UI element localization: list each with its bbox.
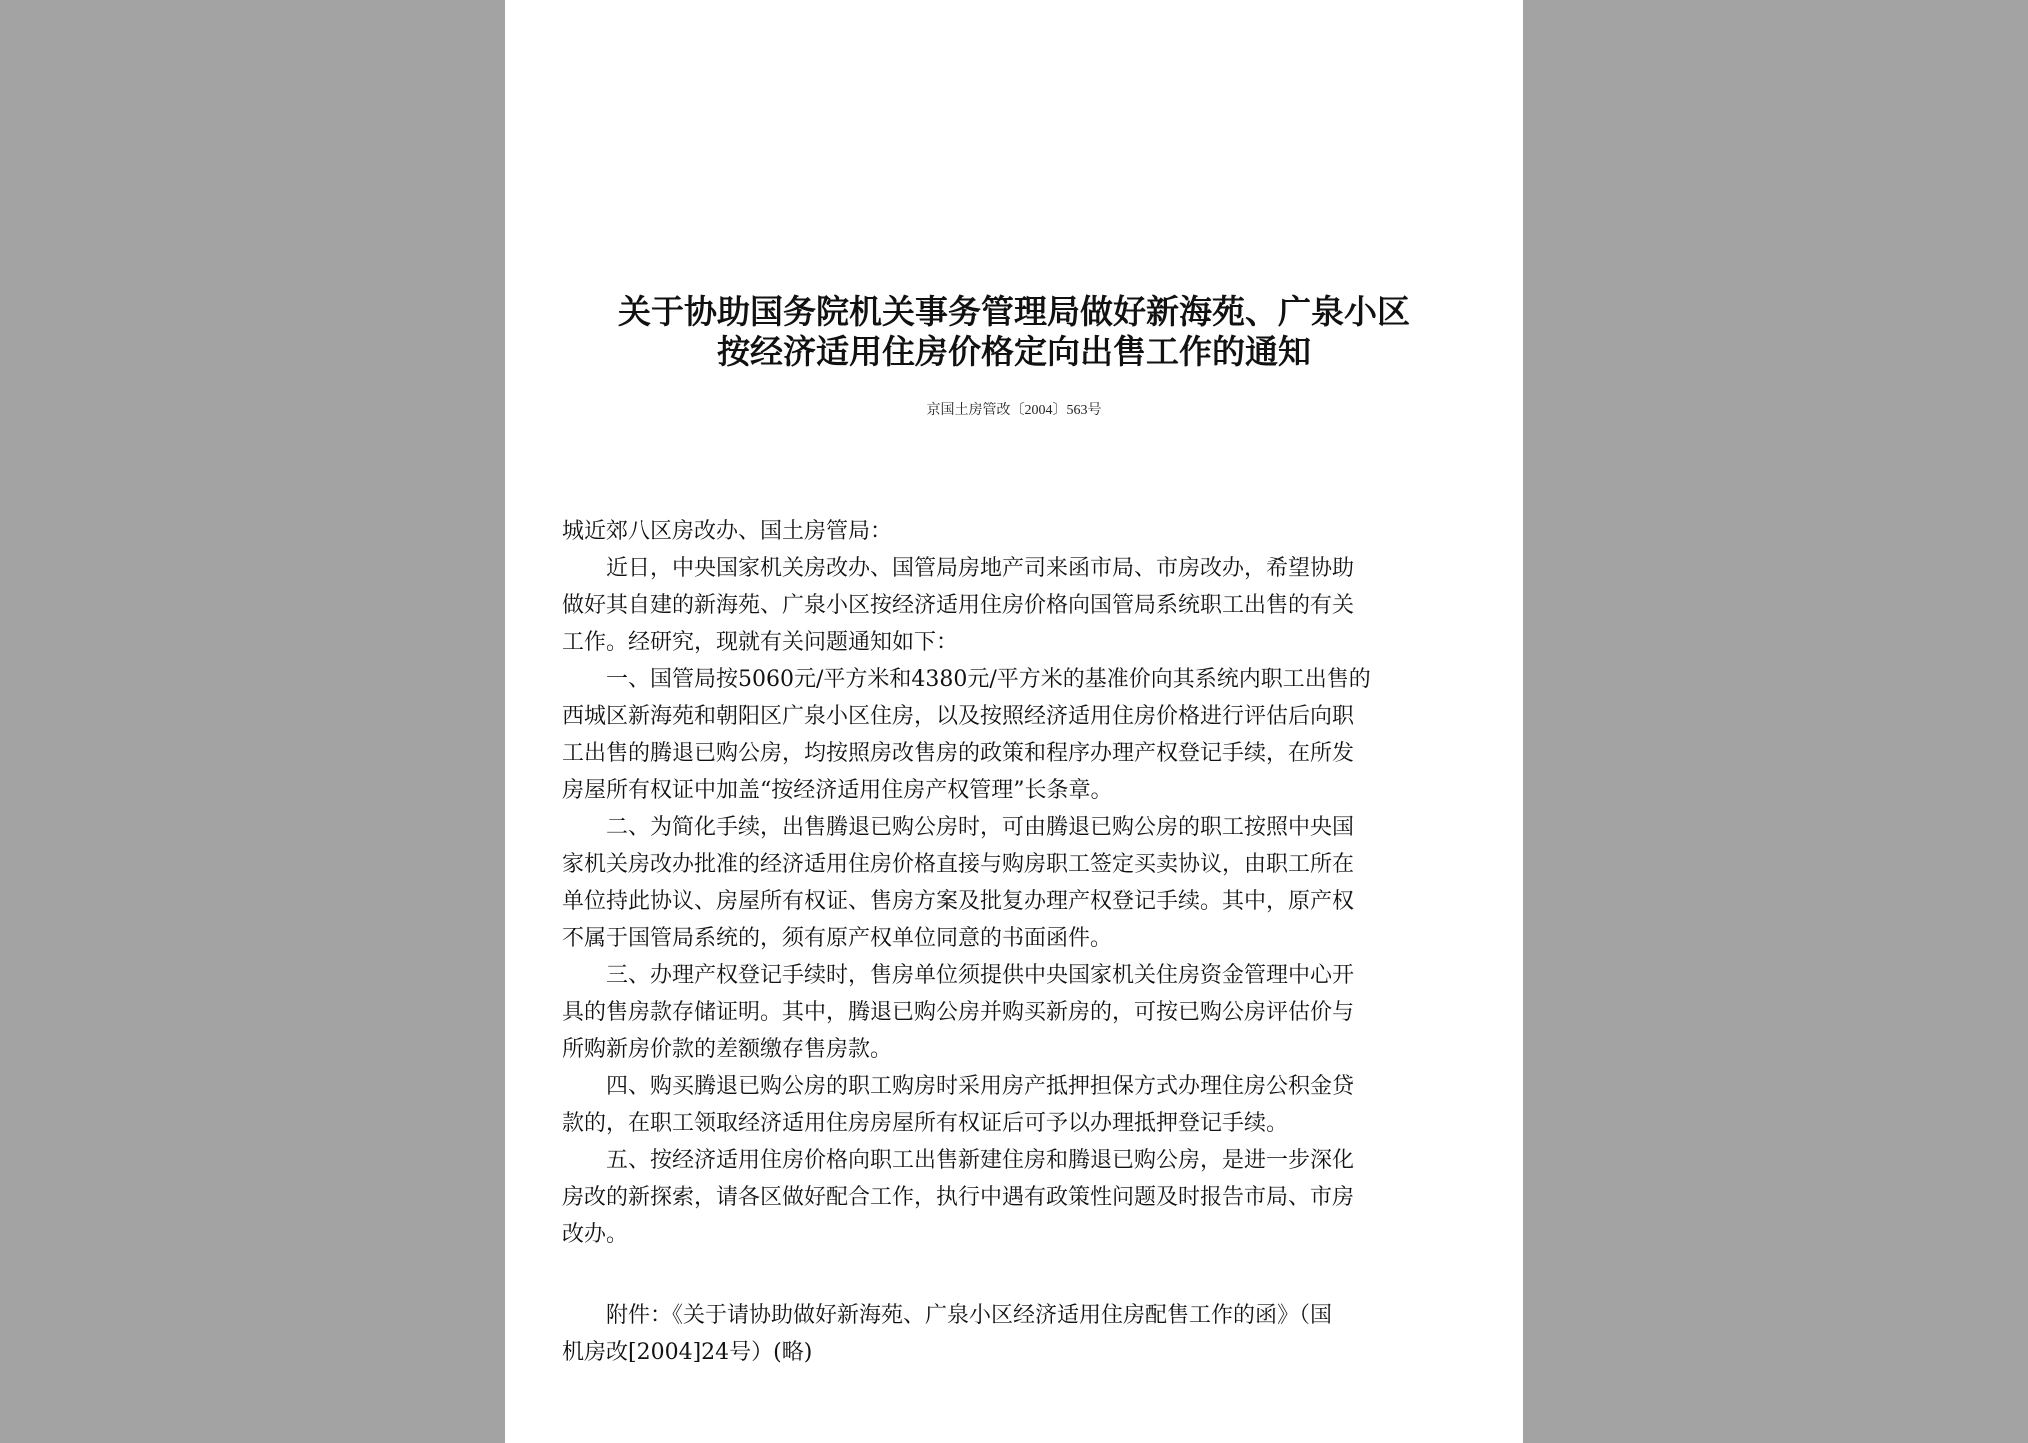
item-1-line-2: 西城区新海苑和朝阳区广泉小区住房，以及按照经济适用住房价格进行评估后向职 bbox=[562, 704, 1355, 729]
item-3-line-2: 具的售房款存储证明。其中，腾退已购公房并购买新房的，可按已购公房评估价与 bbox=[562, 1000, 1355, 1025]
item-4-line-2: 款的，在职工领取经济适用住房房屋所有权证后可予以办理抵押登记手续。 bbox=[562, 1111, 1289, 1136]
intro-line-3: 工作。经研究，现就有关问题通知如下： bbox=[562, 630, 959, 655]
intro-line-1: 近日，中央国家机关房改办、国管局房地产司来函市局、市房改办，希望协助 bbox=[606, 556, 1355, 581]
item-5-line-1: 五、按经济适用住房价格向职工出售新建住房和腾退已购公房，是进一步深化 bbox=[606, 1148, 1355, 1173]
item-1-line-1: 一、国管局按5060元/平方米和4380元/平方米的基准价向其系统内职工出售的 bbox=[606, 667, 1371, 692]
attachment-line-1: 附件：《关于请协助做好新海苑、广泉小区经济适用住房配售工作的函》（国 bbox=[606, 1303, 1333, 1328]
item-2-line-4: 不属于国管局系统的，须有原产权单位同意的书面函件。 bbox=[562, 926, 1113, 951]
item-1-line-3: 工出售的腾退已购公房，均按照房改售房的政策和程序办理产权登记手续，在所发 bbox=[562, 741, 1355, 766]
item-5-line-3: 改办。 bbox=[562, 1222, 629, 1247]
item-5-line-2: 房改的新探索，请各区做好配合工作，执行中遇有政策性问题及时报告市局、市房 bbox=[562, 1185, 1355, 1210]
item-3-line-1: 三、办理产权登记手续时，售房单位须提供中央国家机关住房资金管理中心开 bbox=[606, 963, 1355, 988]
document-title-line-1: 关于协助国务院机关事务管理局做好新海苑、广泉小区 bbox=[618, 292, 1410, 331]
item-2-line-2: 家机关房改办批准的经济适用住房价格直接与购房职工签定买卖协议，由职工所在 bbox=[562, 852, 1355, 877]
document-title-line-2: 按经济适用住房价格定向出售工作的通知 bbox=[717, 332, 1311, 371]
item-2-line-3: 单位持此协议、房屋所有权证、售房方案及批复办理产权登记手续。其中，原产权 bbox=[562, 889, 1355, 914]
document-body bbox=[562, 513, 1462, 1371]
paragraph-gap bbox=[562, 1253, 1462, 1297]
item-2-line-1: 二、为简化手续，出售腾退已购公房时，可由腾退已购公房的职工按照中央国 bbox=[606, 815, 1355, 840]
intro-line-2: 做好其自建的新海苑、广泉小区按经济适用住房价格向国管局系统职工出售的有关 bbox=[562, 593, 1355, 618]
attachment-line-2: 机房改[2004]24号）(略) bbox=[562, 1340, 813, 1365]
document-page bbox=[505, 0, 1523, 1443]
salutation: 城近郊八区房改办、国土房管局： bbox=[562, 519, 893, 544]
item-4-line-1: 四、购买腾退已购公房的职工购房时采用房产抵押担保方式办理住房公积金贷 bbox=[606, 1074, 1355, 1099]
item-1-line-4: 房屋所有权证中加盖“按经济适用住房产权管理”长条章。 bbox=[562, 778, 1113, 803]
item-3-line-3: 所购新房价款的差额缴存售房款。 bbox=[562, 1037, 893, 1062]
document-number: 京国土房管改〔2004〕563号 bbox=[926, 403, 1102, 418]
